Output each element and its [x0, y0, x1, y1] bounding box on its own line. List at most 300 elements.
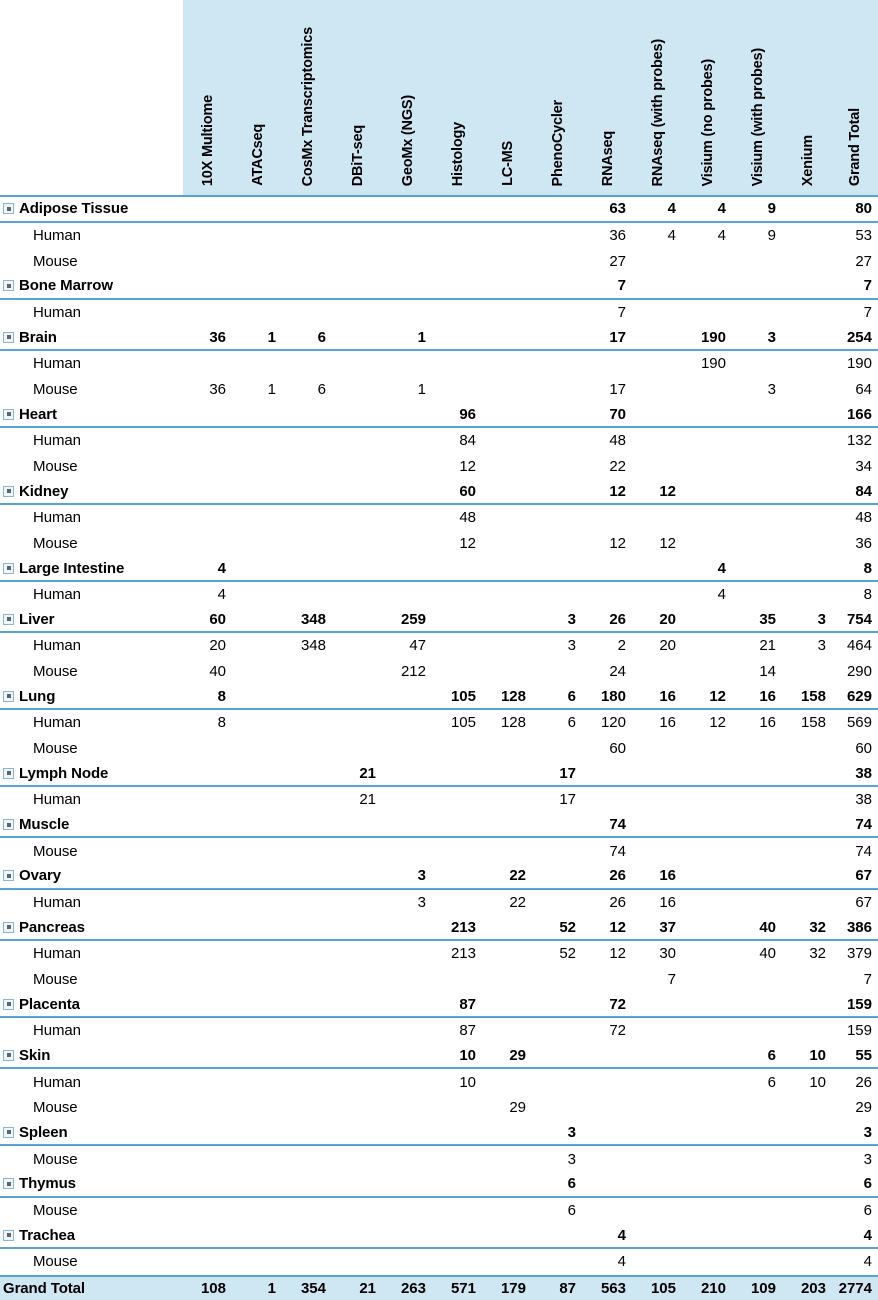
value-cell[interactable]: 12	[659, 482, 676, 500]
value-cell[interactable]: 1	[267, 328, 276, 346]
value-cell[interactable]: 48	[855, 509, 872, 527]
value-cell[interactable]: 20	[659, 637, 676, 655]
row-label-cell[interactable]	[0, 432, 183, 449]
value-cell[interactable]: 6	[863, 1175, 872, 1193]
value-cell[interactable]: 47	[409, 637, 426, 655]
value-cell[interactable]: 52	[559, 918, 576, 936]
value-cell[interactable]: 6	[567, 1201, 576, 1219]
value-cell[interactable]: 48	[459, 509, 476, 527]
column-header-label: Grand Total	[847, 107, 864, 186]
row-label: Pancreas	[19, 918, 85, 936]
row-label-cell[interactable]	[0, 843, 183, 860]
row-label-cell[interactable]	[0, 1124, 183, 1141]
row-label: Human	[33, 432, 81, 450]
row-label-cell[interactable]	[0, 1022, 183, 1039]
row-label-cell[interactable]	[0, 253, 183, 270]
collapse-icon[interactable]	[3, 768, 14, 779]
value-cell[interactable]: 21	[359, 1279, 376, 1297]
collapse-icon[interactable]	[3, 1178, 14, 1189]
value-cell[interactable]: 569	[846, 714, 872, 732]
row-label-cell[interactable]	[0, 740, 183, 757]
value-cell[interactable]: 21	[359, 764, 376, 782]
value-cell[interactable]: 60	[459, 482, 476, 500]
value-cell[interactable]: 3	[567, 637, 576, 655]
value-cell[interactable]: 571	[450, 1279, 476, 1297]
value-cell[interactable]: 6	[567, 1175, 576, 1193]
value-cell[interactable]: 26	[609, 867, 626, 885]
value-cell[interactable]: 259	[400, 610, 426, 628]
collapse-icon[interactable]	[3, 922, 14, 933]
value-cell[interactable]: 6	[767, 1046, 776, 1064]
value-cell[interactable]: 203	[800, 1279, 826, 1297]
value-cell[interactable]: 629	[846, 687, 872, 705]
row-label-cell[interactable]	[0, 586, 183, 603]
value-cell[interactable]: 254	[846, 328, 872, 346]
value-cell[interactable]: 20	[209, 637, 226, 655]
value-cell[interactable]: 9	[767, 200, 776, 218]
value-cell[interactable]: 4	[617, 1253, 626, 1271]
value-cell[interactable]: 72	[609, 995, 626, 1013]
table-row	[0, 1095, 878, 1121]
row-label-cell[interactable]	[0, 688, 183, 705]
collapse-icon[interactable]	[3, 486, 14, 497]
collapse-icon[interactable]	[3, 203, 14, 214]
row-label-cell[interactable]	[0, 304, 183, 321]
value-cell[interactable]: 26	[855, 1073, 872, 1091]
value-cell[interactable]: 4	[717, 226, 726, 244]
value-cell[interactable]: 36	[209, 380, 226, 398]
value-cell[interactable]: 40	[759, 945, 776, 963]
value-cell[interactable]: 53	[855, 226, 872, 244]
collapse-icon[interactable]	[3, 819, 14, 830]
value-cell[interactable]: 24	[609, 663, 626, 681]
value-cell[interactable]: 354	[300, 1279, 326, 1297]
table-row	[0, 890, 878, 916]
value-cell[interactable]: 6	[567, 714, 576, 732]
value-cell[interactable]: 12	[659, 534, 676, 552]
value-cell[interactable]: 8	[863, 559, 872, 577]
value-cell[interactable]: 2	[617, 637, 626, 655]
value-cell[interactable]: 12	[609, 534, 626, 552]
value-cell[interactable]: 72	[609, 1022, 626, 1040]
value-cell[interactable]: 16	[659, 867, 676, 885]
value-cell[interactable]: 32	[809, 918, 826, 936]
value-cell[interactable]: 30	[659, 945, 676, 963]
table-row	[0, 838, 878, 864]
value-cell[interactable]: 12	[609, 482, 626, 500]
row-label-cell[interactable]	[0, 509, 183, 526]
row-label: Lymph Node	[19, 764, 109, 782]
value-cell[interactable]: 8	[217, 714, 226, 732]
value-cell[interactable]: 36	[609, 226, 626, 244]
row-label-cell[interactable]	[0, 406, 183, 423]
value-cell[interactable]: 128	[500, 687, 526, 705]
value-cell[interactable]: 348	[300, 637, 326, 655]
table-row	[0, 402, 878, 428]
value-cell[interactable]: 16	[659, 714, 676, 732]
table-row	[0, 197, 878, 223]
column-header[interactable]	[433, 0, 483, 195]
value-cell[interactable]: 3	[817, 610, 826, 628]
table-row	[0, 454, 878, 480]
value-cell[interactable]: 87	[559, 1279, 576, 1297]
value-cell[interactable]: 12	[459, 534, 476, 552]
value-cell[interactable]: 3	[863, 1150, 872, 1168]
row-label: Human	[33, 714, 81, 732]
table-row	[0, 736, 878, 762]
value-cell[interactable]: 10	[459, 1073, 476, 1091]
value-cell[interactable]: 20	[659, 610, 676, 628]
value-cell[interactable]: 29	[855, 1099, 872, 1117]
value-cell[interactable]: 179	[500, 1279, 526, 1297]
row-label-cell[interactable]	[0, 1227, 183, 1244]
row-label: Grand Total	[3, 1279, 85, 1297]
value-cell[interactable]: 563	[600, 1279, 626, 1297]
value-cell[interactable]: 17	[559, 791, 576, 809]
collapse-icon[interactable]	[3, 1050, 14, 1061]
value-cell[interactable]: 8	[217, 687, 226, 705]
table-row	[0, 1044, 878, 1070]
row-label: Heart	[19, 405, 57, 423]
value-cell[interactable]: 74	[855, 842, 872, 860]
row-label-cell[interactable]	[0, 637, 183, 654]
value-cell[interactable]: 379	[846, 945, 872, 963]
row-label-cell[interactable]	[0, 971, 183, 988]
value-cell[interactable]: 3	[417, 894, 426, 912]
column-header-label: Histology	[449, 121, 466, 186]
value-cell[interactable]: 105	[450, 687, 476, 705]
row-label-cell[interactable]	[0, 1047, 183, 1064]
column-header-label: RNAseq	[599, 130, 616, 186]
value-cell[interactable]: 60	[209, 610, 226, 628]
table-row	[0, 1069, 878, 1095]
row-label: Placenta	[19, 995, 80, 1013]
row-label-cell[interactable]	[0, 996, 183, 1013]
row-label: Mouse	[33, 1201, 78, 1219]
row-label: Mouse	[33, 663, 78, 681]
column-header[interactable]	[783, 0, 833, 195]
value-cell[interactable]: 3	[863, 1123, 872, 1141]
column-header[interactable]	[233, 0, 283, 195]
row-label-cell[interactable]	[0, 1074, 183, 1091]
value-cell[interactable]: 105	[450, 714, 476, 732]
value-cell[interactable]: 3	[567, 1150, 576, 1168]
value-cell[interactable]: 109	[750, 1279, 776, 1297]
row-label-cell[interactable]	[0, 200, 183, 217]
value-cell[interactable]: 210	[700, 1279, 726, 1297]
table-row	[0, 351, 878, 377]
value-cell[interactable]: 52	[559, 945, 576, 963]
row-label: Ovary	[19, 867, 62, 885]
value-cell[interactable]: 6	[317, 328, 326, 346]
value-cell[interactable]: 35	[759, 610, 776, 628]
row-label-cell[interactable]	[0, 483, 183, 500]
column-header-label: RNAseq (with probes)	[649, 38, 666, 186]
column-header[interactable]	[483, 0, 533, 195]
value-cell[interactable]: 84	[459, 432, 476, 450]
table-row	[0, 1198, 878, 1224]
value-cell[interactable]: 263	[400, 1279, 426, 1297]
row-label-cell[interactable]	[0, 458, 183, 475]
row-label-cell[interactable]	[0, 816, 183, 833]
value-cell[interactable]: 7	[617, 303, 626, 321]
value-cell[interactable]: 16	[659, 894, 676, 912]
collapse-icon[interactable]	[3, 1127, 14, 1138]
value-cell[interactable]: 87	[459, 1022, 476, 1040]
collapse-icon[interactable]	[3, 999, 14, 1010]
row-label: Mouse	[33, 740, 78, 758]
column-header-label: Visium (with probes)	[749, 47, 766, 186]
column-header[interactable]	[533, 0, 583, 195]
collapse-icon[interactable]	[3, 280, 14, 291]
column-header[interactable]	[183, 0, 233, 195]
column-header[interactable]	[383, 0, 433, 195]
value-cell[interactable]: 40	[759, 918, 776, 936]
collapse-icon[interactable]	[3, 563, 14, 574]
value-cell[interactable]: 212	[400, 663, 426, 681]
value-cell[interactable]: 17	[609, 328, 626, 346]
value-cell[interactable]: 17	[609, 380, 626, 398]
row-label: Mouse	[33, 534, 78, 552]
value-cell[interactable]: 213	[450, 945, 476, 963]
value-cell[interactable]: 213	[450, 918, 476, 936]
value-cell[interactable]: 2774	[838, 1279, 872, 1297]
value-cell[interactable]: 26	[609, 610, 626, 628]
value-cell[interactable]: 10	[809, 1073, 826, 1091]
row-label-cell[interactable]	[0, 329, 183, 346]
row-label: Spleen	[19, 1123, 68, 1141]
row-label: Human	[33, 637, 81, 655]
value-cell[interactable]: 4	[863, 1226, 872, 1244]
value-cell[interactable]: 4	[617, 1226, 626, 1244]
value-cell[interactable]: 40	[209, 663, 226, 681]
value-cell[interactable]: 36	[209, 328, 226, 346]
value-cell[interactable]: 67	[855, 894, 872, 912]
row-label-cell[interactable]	[0, 1151, 183, 1168]
value-cell[interactable]: 7	[863, 277, 872, 295]
value-cell[interactable]: 1	[417, 380, 426, 398]
row-label-cell[interactable]	[0, 791, 183, 808]
value-cell[interactable]: 120	[600, 714, 626, 732]
row-label-cell[interactable]	[0, 611, 183, 628]
value-cell[interactable]: 7	[667, 971, 676, 989]
row-label-cell[interactable]	[0, 535, 183, 552]
row-label-cell[interactable]	[0, 1099, 183, 1116]
collapse-icon[interactable]	[3, 409, 14, 420]
value-cell[interactable]: 48	[609, 432, 626, 450]
value-cell[interactable]: 3	[567, 1123, 576, 1141]
value-cell[interactable]: 158	[800, 687, 826, 705]
collapse-icon[interactable]	[3, 691, 14, 702]
value-cell[interactable]: 7	[863, 971, 872, 989]
collapse-icon[interactable]	[3, 1230, 14, 1241]
value-cell[interactable]: 464	[846, 637, 872, 655]
value-cell[interactable]: 32	[809, 945, 826, 963]
value-cell[interactable]: 6	[767, 1073, 776, 1091]
value-cell[interactable]: 190	[700, 355, 726, 373]
value-cell[interactable]: 159	[846, 1022, 872, 1040]
value-cell[interactable]: 16	[759, 687, 776, 705]
row-label-cell[interactable]	[0, 765, 183, 782]
value-cell[interactable]: 12	[709, 687, 726, 705]
value-cell[interactable]: 108	[200, 1279, 226, 1297]
value-cell[interactable]: 7	[617, 277, 626, 295]
value-cell[interactable]: 26	[609, 894, 626, 912]
collapse-icon[interactable]	[3, 614, 14, 625]
value-cell[interactable]: 10	[459, 1046, 476, 1064]
value-cell[interactable]: 21	[759, 637, 776, 655]
value-cell[interactable]: 70	[609, 405, 626, 423]
row-label: Muscle	[19, 816, 70, 834]
table-row	[0, 274, 878, 300]
value-cell[interactable]: 27	[609, 252, 626, 270]
row-label-cell[interactable]	[0, 663, 183, 680]
value-cell[interactable]: 96	[459, 405, 476, 423]
value-cell[interactable]: 1	[417, 328, 426, 346]
value-cell[interactable]: 4	[863, 1253, 872, 1271]
value-cell[interactable]: 9	[767, 226, 776, 244]
value-cell[interactable]: 29	[509, 1099, 526, 1117]
value-cell[interactable]: 74	[855, 816, 872, 834]
row-label-cell[interactable]	[0, 919, 183, 936]
value-cell[interactable]: 12	[709, 714, 726, 732]
value-cell[interactable]: 29	[509, 1046, 526, 1064]
value-cell[interactable]: 4	[717, 586, 726, 604]
value-cell[interactable]: 74	[609, 842, 626, 860]
value-cell[interactable]: 67	[855, 867, 872, 885]
row-label-cell[interactable]	[0, 277, 183, 294]
value-cell[interactable]: 17	[559, 764, 576, 782]
value-cell[interactable]: 190	[700, 328, 726, 346]
value-cell[interactable]: 4	[667, 200, 676, 218]
value-cell[interactable]: 21	[359, 791, 376, 809]
value-cell[interactable]: 34	[855, 457, 872, 475]
value-cell[interactable]: 38	[855, 791, 872, 809]
grand-total-label-cell[interactable]	[0, 1280, 183, 1297]
value-cell[interactable]: 12	[609, 945, 626, 963]
row-label-cell[interactable]	[0, 1175, 183, 1192]
value-cell[interactable]: 22	[509, 867, 526, 885]
collapse-icon[interactable]	[3, 332, 14, 343]
value-cell[interactable]: 105	[650, 1279, 676, 1297]
value-cell[interactable]: 74	[609, 816, 626, 834]
value-cell[interactable]: 159	[846, 995, 872, 1013]
value-cell[interactable]: 14	[759, 663, 776, 681]
value-cell[interactable]: 166	[846, 405, 872, 423]
column-header[interactable]	[633, 0, 683, 195]
column-header-label: LC-MS	[499, 141, 516, 186]
value-cell[interactable]: 4	[667, 226, 676, 244]
value-cell[interactable]: 6	[317, 380, 326, 398]
value-cell[interactable]: 1	[267, 1279, 276, 1297]
row-label-cell[interactable]	[0, 1253, 183, 1270]
row-label-cell[interactable]	[0, 355, 183, 372]
value-cell[interactable]: 3	[817, 637, 826, 655]
value-cell[interactable]: 27	[855, 252, 872, 270]
row-label-cell[interactable]	[0, 867, 183, 884]
value-cell[interactable]: 158	[800, 714, 826, 732]
column-header[interactable]	[283, 0, 333, 195]
value-cell[interactable]: 38	[855, 764, 872, 782]
value-cell[interactable]: 10	[809, 1046, 826, 1064]
table-row	[0, 633, 878, 659]
value-cell[interactable]: 386	[846, 918, 872, 936]
value-cell[interactable]: 4	[717, 200, 726, 218]
row-label: Large Intestine	[19, 559, 125, 577]
value-cell[interactable]: 16	[759, 714, 776, 732]
column-header[interactable]	[683, 0, 733, 195]
row-label-cell[interactable]	[0, 945, 183, 962]
value-cell[interactable]: 87	[459, 995, 476, 1013]
value-cell[interactable]: 12	[459, 457, 476, 475]
value-cell[interactable]: 1	[267, 380, 276, 398]
value-cell[interactable]: 3	[567, 610, 576, 628]
value-cell[interactable]: 36	[855, 534, 872, 552]
value-cell[interactable]: 22	[509, 894, 526, 912]
row-label-cell[interactable]	[0, 381, 183, 398]
value-cell[interactable]: 60	[609, 740, 626, 758]
row-label: Thymus	[19, 1175, 76, 1193]
row-label-cell[interactable]	[0, 894, 183, 911]
value-cell[interactable]: 64	[855, 380, 872, 398]
corner-cell	[0, 0, 183, 195]
row-label-cell[interactable]	[0, 560, 183, 577]
table-row	[0, 223, 878, 249]
table-row	[0, 684, 878, 710]
table-row	[0, 1249, 878, 1275]
value-cell[interactable]: 4	[717, 559, 726, 577]
value-cell[interactable]: 12	[609, 918, 626, 936]
column-header[interactable]	[583, 0, 633, 195]
value-cell[interactable]: 180	[600, 687, 626, 705]
value-cell[interactable]: 37	[659, 918, 676, 936]
value-cell[interactable]: 348	[300, 610, 326, 628]
value-cell[interactable]: 60	[855, 740, 872, 758]
value-cell[interactable]: 3	[767, 328, 776, 346]
value-cell[interactable]: 16	[659, 687, 676, 705]
row-label-cell[interactable]	[0, 714, 183, 731]
value-cell[interactable]: 4	[217, 559, 226, 577]
table-row	[0, 505, 878, 531]
table-row	[0, 608, 878, 634]
value-cell[interactable]: 3	[767, 380, 776, 398]
column-header[interactable]	[333, 0, 383, 195]
column-header[interactable]	[833, 0, 878, 195]
value-cell[interactable]: 4	[217, 586, 226, 604]
collapse-icon[interactable]	[3, 870, 14, 881]
column-header[interactable]	[733, 0, 783, 195]
row-label: Human	[33, 945, 81, 963]
value-cell[interactable]: 6	[863, 1201, 872, 1219]
value-cell[interactable]: 132	[846, 432, 872, 450]
table-row	[0, 377, 878, 403]
value-cell[interactable]: 3	[417, 867, 426, 885]
row-label-cell[interactable]	[0, 227, 183, 244]
value-cell[interactable]: 190	[846, 355, 872, 373]
value-cell[interactable]: 8	[863, 586, 872, 604]
value-cell[interactable]: 22	[609, 457, 626, 475]
value-cell[interactable]: 6	[567, 687, 576, 705]
value-cell[interactable]: 128	[500, 714, 526, 732]
value-cell[interactable]: 754	[846, 610, 872, 628]
value-cell[interactable]: 290	[846, 663, 872, 681]
row-label-cell[interactable]	[0, 1202, 183, 1219]
value-cell[interactable]: 63	[609, 200, 626, 218]
value-cell[interactable]: 84	[855, 482, 872, 500]
value-cell[interactable]: 80	[855, 200, 872, 218]
value-cell[interactable]: 55	[855, 1046, 872, 1064]
value-cell[interactable]: 7	[863, 303, 872, 321]
